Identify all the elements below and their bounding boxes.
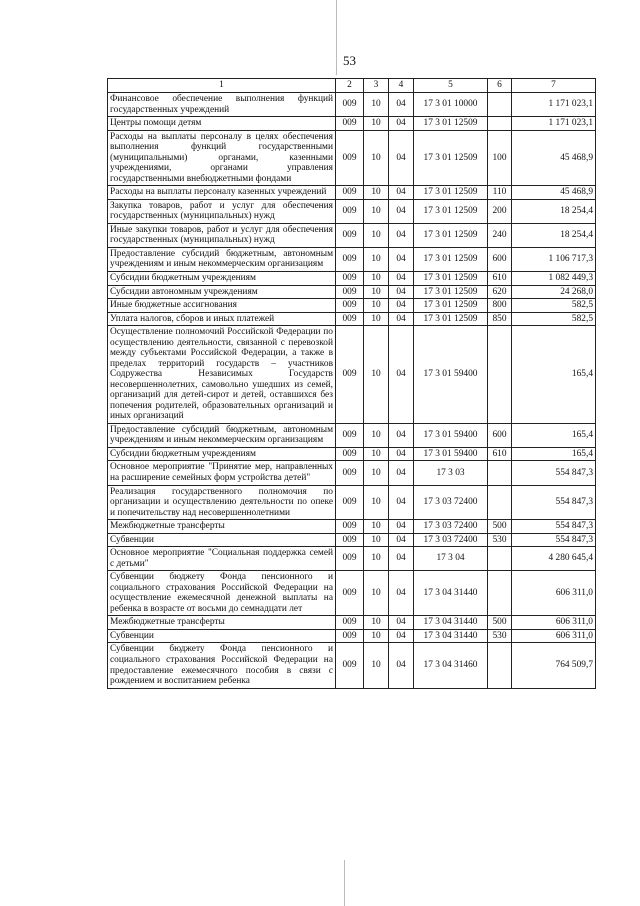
- row-sum-cell: 606 311,0: [512, 571, 596, 616]
- row-section-cell: 10: [364, 285, 389, 299]
- table-row: [108, 223, 596, 247]
- row-sum-cell: 165,4: [512, 447, 596, 461]
- row-ved-cell: 009: [336, 247, 364, 271]
- table-body: [108, 93, 596, 689]
- row-name-cell: Реализация государственного полномочия по организации и осуществлению деятельности по опеке и попечительству над несовершеннолетними: [108, 485, 336, 520]
- page-number: 53: [343, 53, 356, 68]
- row-section-cell: 10: [364, 247, 389, 271]
- row-expense-type-cell: 200: [488, 199, 512, 223]
- row-expense-type-cell: [488, 571, 512, 616]
- row-ved-cell: 009: [336, 271, 364, 285]
- row-name-cell: Субвенции бюджету Фонда пенсионного и социального страхования Российской Федерации на предоставление ежемесячного пособия в связи с рождением и воспитанием ребенка: [108, 643, 336, 688]
- row-expense-type-cell: 610: [488, 271, 512, 285]
- table-row: [108, 571, 596, 616]
- row-expense-type-cell: [488, 326, 512, 424]
- row-ved-cell: 009: [336, 447, 364, 461]
- table-row: [108, 520, 596, 534]
- row-name-cell: Расходы на выплаты персоналу в целях обеспечения выполнения функций государственными (муниципальными) органами, казенными учреждениями, органами управления государственными внебюджетными фондами: [108, 130, 336, 186]
- row-subsection-cell: 04: [389, 130, 414, 186]
- table-row: [108, 461, 596, 485]
- row-target-article-cell: 17 3 04 31440: [414, 616, 488, 630]
- row-subsection-cell: 04: [389, 199, 414, 223]
- row-ved-cell: 009: [336, 223, 364, 247]
- row-section-cell: 10: [364, 533, 389, 547]
- row-section-cell: 10: [364, 629, 389, 643]
- row-section-cell: 10: [364, 271, 389, 285]
- row-sum-cell: 764 509,7: [512, 643, 596, 688]
- row-section-cell: 10: [364, 130, 389, 186]
- row-target-article-cell: 17 3 01 12509: [414, 117, 488, 131]
- row-target-article-cell: 17 3 01 59400: [414, 326, 488, 424]
- row-subsection-cell: 04: [389, 485, 414, 520]
- row-section-cell: 10: [364, 299, 389, 313]
- table-row: [108, 271, 596, 285]
- row-target-article-cell: 17 3 01 12509: [414, 271, 488, 285]
- row-expense-type-cell: 530: [488, 629, 512, 643]
- row-subsection-cell: 04: [389, 629, 414, 643]
- row-target-article-cell: 17 3 04 31460: [414, 643, 488, 688]
- row-sum-cell: 582,5: [512, 312, 596, 326]
- header-cell: 1: [108, 79, 336, 93]
- row-name-cell: Основное мероприятие "Социальная поддержка семей с детьми": [108, 547, 336, 571]
- row-section-cell: 10: [364, 571, 389, 616]
- row-name-cell: Предоставление субсидий бюджетным, автономным учреждениям и иным некоммерческим организациям: [108, 423, 336, 447]
- row-section-cell: 10: [364, 117, 389, 131]
- row-section-cell: 10: [364, 485, 389, 520]
- row-ved-cell: 009: [336, 629, 364, 643]
- row-sum-cell: 554 847,3: [512, 461, 596, 485]
- row-target-article-cell: 17 3 04 31440: [414, 629, 488, 643]
- header-cell: 7: [512, 79, 596, 93]
- row-target-article-cell: 17 3 01 59400: [414, 447, 488, 461]
- row-section-cell: 10: [364, 326, 389, 424]
- row-ved-cell: 009: [336, 186, 364, 200]
- row-ved-cell: 009: [336, 547, 364, 571]
- row-section-cell: 10: [364, 199, 389, 223]
- row-expense-type-cell: 110: [488, 186, 512, 200]
- row-section-cell: 10: [364, 520, 389, 534]
- row-sum-cell: 1 171 023,1: [512, 117, 596, 131]
- row-ved-cell: 009: [336, 299, 364, 313]
- row-name-cell: Субвенции: [108, 533, 336, 547]
- row-ved-cell: 009: [336, 485, 364, 520]
- row-sum-cell: 1 171 023,1: [512, 93, 596, 117]
- row-target-article-cell: 17 3 03 72400: [414, 485, 488, 520]
- row-name-cell: Закупка товаров, работ и услуг для обеспечения государственных (муниципальных) нужд: [108, 199, 336, 223]
- row-ved-cell: 009: [336, 616, 364, 630]
- row-target-article-cell: 17 3 01 12509: [414, 186, 488, 200]
- row-ved-cell: 009: [336, 93, 364, 117]
- row-expense-type-cell: 620: [488, 285, 512, 299]
- row-expense-type-cell: 240: [488, 223, 512, 247]
- table-row: [108, 285, 596, 299]
- row-subsection-cell: 04: [389, 186, 414, 200]
- row-expense-type-cell: 850: [488, 312, 512, 326]
- row-subsection-cell: 04: [389, 533, 414, 547]
- row-sum-cell: 1 082 449,3: [512, 271, 596, 285]
- row-name-cell: Иные закупки товаров, работ и услуг для обеспечения государственных (муниципальных) нужд: [108, 223, 336, 247]
- table-row: [108, 117, 596, 131]
- row-subsection-cell: 04: [389, 447, 414, 461]
- row-name-cell: Основное мероприятие "Принятие мер, направленных на расширение семейных форм устройства детей": [108, 461, 336, 485]
- row-name-cell: Центры помощи детям: [108, 117, 336, 131]
- header-cell: 2: [336, 79, 364, 93]
- row-sum-cell: 45 468,9: [512, 186, 596, 200]
- row-subsection-cell: 04: [389, 93, 414, 117]
- row-sum-cell: 45 468,9: [512, 130, 596, 186]
- row-target-article-cell: 17 3 04 31440: [414, 571, 488, 616]
- table-row: [108, 299, 596, 313]
- row-sum-cell: 18 254,4: [512, 199, 596, 223]
- header-row: [108, 79, 596, 93]
- row-expense-type-cell: 610: [488, 447, 512, 461]
- table-row: [108, 643, 596, 688]
- row-expense-type-cell: [488, 117, 512, 131]
- row-subsection-cell: 04: [389, 547, 414, 571]
- row-section-cell: 10: [364, 616, 389, 630]
- row-name-cell: Уплата налогов, сборов и иных платежей: [108, 312, 336, 326]
- row-name-cell: Расходы на выплаты персоналу казенных учреждений: [108, 186, 336, 200]
- row-subsection-cell: 04: [389, 326, 414, 424]
- table-row: [108, 326, 596, 424]
- row-target-article-cell: 17 3 01 12509: [414, 199, 488, 223]
- row-subsection-cell: 04: [389, 461, 414, 485]
- row-name-cell: Субсидии бюджетным учреждениям: [108, 447, 336, 461]
- row-sum-cell: 554 847,3: [512, 520, 596, 534]
- row-target-article-cell: 17 3 03 72400: [414, 533, 488, 547]
- header-cell: 6: [488, 79, 512, 93]
- row-subsection-cell: 04: [389, 223, 414, 247]
- row-target-article-cell: 17 3 01 12509: [414, 299, 488, 313]
- row-ved-cell: 009: [336, 643, 364, 688]
- row-target-article-cell: 17 3 01 10000: [414, 93, 488, 117]
- row-ved-cell: 009: [336, 285, 364, 299]
- table-row: [108, 186, 596, 200]
- row-target-article-cell: 17 3 01 12509: [414, 312, 488, 326]
- row-ved-cell: 009: [336, 520, 364, 534]
- row-target-article-cell: 17 3 01 12509: [414, 223, 488, 247]
- row-sum-cell: 165,4: [512, 326, 596, 424]
- row-ved-cell: 009: [336, 130, 364, 186]
- row-expense-type-cell: 500: [488, 616, 512, 630]
- row-section-cell: 10: [364, 312, 389, 326]
- row-subsection-cell: 04: [389, 312, 414, 326]
- row-name-cell: Финансовое обеспечение выполнения функций государственных учреждений: [108, 93, 336, 117]
- row-subsection-cell: 04: [389, 271, 414, 285]
- header-cell: 3: [364, 79, 389, 93]
- table-row: [108, 616, 596, 630]
- row-name-cell: Межбюджетные трансферты: [108, 520, 336, 534]
- row-section-cell: 10: [364, 461, 389, 485]
- table-row: [108, 93, 596, 117]
- row-sum-cell: 4 280 645,4: [512, 547, 596, 571]
- table-row: [108, 312, 596, 326]
- row-sum-cell: 554 847,3: [512, 485, 596, 520]
- fold-line-bottom: [344, 860, 345, 906]
- row-expense-type-cell: 800: [488, 299, 512, 313]
- table-row: [108, 485, 596, 520]
- row-subsection-cell: 04: [389, 299, 414, 313]
- row-expense-type-cell: 600: [488, 423, 512, 447]
- row-name-cell: Предоставление субсидий бюджетным, автономным учреждениям и иным некоммерческим организациям: [108, 247, 336, 271]
- row-sum-cell: 606 311,0: [512, 629, 596, 643]
- row-expense-type-cell: 500: [488, 520, 512, 534]
- row-expense-type-cell: [488, 461, 512, 485]
- row-subsection-cell: 04: [389, 247, 414, 271]
- row-sum-cell: 18 254,4: [512, 223, 596, 247]
- table-row: [108, 423, 596, 447]
- header-cell: 4: [389, 79, 414, 93]
- row-ved-cell: 009: [336, 117, 364, 131]
- row-target-article-cell: 17 3 01 12509: [414, 247, 488, 271]
- row-ved-cell: 009: [336, 199, 364, 223]
- table-row: [108, 533, 596, 547]
- row-subsection-cell: 04: [389, 520, 414, 534]
- table-row: [108, 130, 596, 186]
- row-sum-cell: 582,5: [512, 299, 596, 313]
- row-section-cell: 10: [364, 423, 389, 447]
- row-target-article-cell: 17 3 01 12509: [414, 130, 488, 186]
- row-name-cell: Субвенции бюджету Фонда пенсионного и социального страхования Российской Федерации на осуществление ежемесячной денежной выплаты на ребенка в возрасте от восьми до семнадцати лет: [108, 571, 336, 616]
- row-subsection-cell: 04: [389, 285, 414, 299]
- row-section-cell: 10: [364, 223, 389, 247]
- row-section-cell: 10: [364, 643, 389, 688]
- row-name-cell: Осуществление полномочий Российской Федерации по осуществлению деятельности, связанной с перевозкой между субъектами Российской Федерации, а также в пределах территорий государств – участников Содружества Независимых Государств несовершеннолетних, самовольно ушедших из семей, организаций для детей-сирот и детей, оставшихся без попечения родителей, образовательных организаций и иных организаций: [108, 326, 336, 424]
- row-section-cell: 10: [364, 93, 389, 117]
- row-subsection-cell: 04: [389, 643, 414, 688]
- budget-table: [107, 78, 596, 689]
- row-expense-type-cell: [488, 547, 512, 571]
- row-name-cell: Субсидии автономным учреждениям: [108, 285, 336, 299]
- row-expense-type-cell: 100: [488, 130, 512, 186]
- row-sum-cell: 165,4: [512, 423, 596, 447]
- row-sum-cell: 554 847,3: [512, 533, 596, 547]
- table-row: [108, 447, 596, 461]
- header-cell: 5: [414, 79, 488, 93]
- row-ved-cell: 009: [336, 326, 364, 424]
- table-row: [108, 247, 596, 271]
- row-target-article-cell: 17 3 01 12509: [414, 285, 488, 299]
- table-row: [108, 199, 596, 223]
- row-target-article-cell: 17 3 03 72400: [414, 520, 488, 534]
- row-ved-cell: 009: [336, 571, 364, 616]
- row-expense-type-cell: 530: [488, 533, 512, 547]
- row-section-cell: 10: [364, 547, 389, 571]
- row-subsection-cell: 04: [389, 117, 414, 131]
- row-section-cell: 10: [364, 447, 389, 461]
- row-target-article-cell: 17 3 03: [414, 461, 488, 485]
- fold-line-top: [336, 0, 337, 75]
- row-sum-cell: 1 106 717,3: [512, 247, 596, 271]
- row-target-article-cell: 17 3 01 59400: [414, 423, 488, 447]
- row-expense-type-cell: [488, 643, 512, 688]
- row-name-cell: Межбюджетные трансферты: [108, 616, 336, 630]
- row-sum-cell: 606 311,0: [512, 616, 596, 630]
- row-ved-cell: 009: [336, 533, 364, 547]
- row-ved-cell: 009: [336, 461, 364, 485]
- row-ved-cell: 009: [336, 423, 364, 447]
- row-name-cell: Иные бюджетные ассигнования: [108, 299, 336, 313]
- row-subsection-cell: 04: [389, 423, 414, 447]
- row-ved-cell: 009: [336, 312, 364, 326]
- row-expense-type-cell: [488, 485, 512, 520]
- table-row: [108, 547, 596, 571]
- row-section-cell: 10: [364, 186, 389, 200]
- row-expense-type-cell: 600: [488, 247, 512, 271]
- row-target-article-cell: 17 3 04: [414, 547, 488, 571]
- table-row: [108, 629, 596, 643]
- row-subsection-cell: 04: [389, 571, 414, 616]
- row-name-cell: Субвенции: [108, 629, 336, 643]
- row-subsection-cell: 04: [389, 616, 414, 630]
- row-expense-type-cell: [488, 93, 512, 117]
- row-sum-cell: 24 268,0: [512, 285, 596, 299]
- row-name-cell: Субсидии бюджетным учреждениям: [108, 271, 336, 285]
